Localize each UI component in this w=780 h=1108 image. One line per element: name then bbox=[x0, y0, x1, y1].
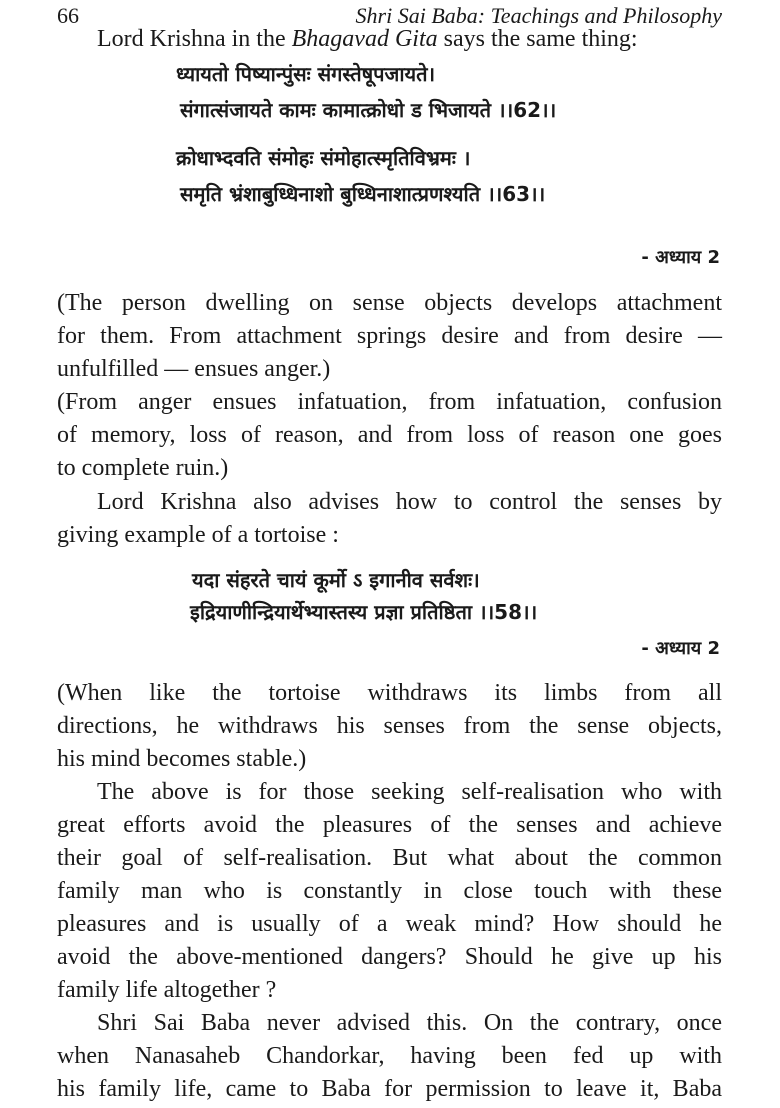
text-line: (From anger ensues infatuation, from infatuation, confusion bbox=[57, 389, 722, 415]
text-line: Shri Sai Baba never advised this. On the contrary, once bbox=[97, 1010, 722, 1036]
text-line: family man who is constantly in close touch with these bbox=[57, 878, 722, 904]
running-title: Shri Sai Baba: Teachings and Philosophy bbox=[355, 3, 722, 28]
text-line: avoid the above-mentioned dangers? Should he give up his bbox=[57, 944, 722, 970]
text-line: for them. From attachment springs desire and from desire — bbox=[57, 323, 722, 349]
text-line: of memory, loss of reason, and from loss of reason one goes bbox=[57, 422, 722, 448]
intro-text: Lord Krishna in the bbox=[97, 26, 292, 52]
text-line: unfulfilled — ensues anger.) bbox=[57, 356, 331, 382]
text-line: their goal of self-realisation. But what about the common bbox=[57, 845, 722, 871]
verse-line: इद्रियाणीन्द्रियार्थेभ्यास्तस्य प्रज्ञा प्रतिष्ठिता ।।58।। bbox=[190, 600, 538, 624]
verse-reference: - अध्याय 2 bbox=[641, 247, 720, 268]
verse-reference: - अध्याय 2 bbox=[641, 638, 720, 659]
text-line: pleasures and is usually of a weak mind? How should he bbox=[57, 911, 722, 937]
verse-line: यदा संहरते चायं कूर्मो ऽ इगानीव सर्वशः। bbox=[192, 568, 480, 592]
intro-line bbox=[97, 24, 722, 54]
verse-line: समृति भ्रंशाबुध्धिनाशो बुध्धिनाशात्प्रणश्यति ।।63।। bbox=[180, 182, 546, 206]
text-line: (When like the tortoise withdraws its limbs from all bbox=[57, 680, 722, 706]
text-line: his family life, came to Baba for permission to leave it, Baba bbox=[57, 1076, 722, 1102]
text-line: great efforts avoid the pleasures of the senses and achieve bbox=[57, 812, 722, 838]
text-line: The above is for those seeking self-realisation who with bbox=[97, 779, 722, 805]
verse-line: ध्यायतो पिष्यान्पुंसः संगस्तेषूपजायते। bbox=[176, 62, 436, 86]
text-line: (The person dwelling on sense objects develops attachment bbox=[57, 290, 722, 316]
verse-line: संगात्संजायते कामः कामात्क्रोधो ड भिजायते ।।62।। bbox=[180, 98, 557, 122]
intro-text-end: says the same thing: bbox=[437, 26, 638, 52]
verse-line: क्रोधाभ्दवति संमोहः संमोहात्स्मृतिविभ्रमः । bbox=[176, 146, 471, 170]
text-line: giving example of a tortoise : bbox=[57, 522, 339, 548]
text-line: his mind becomes stable.) bbox=[57, 746, 307, 772]
text-line: directions, he withdraws his senses from the sense objects, bbox=[57, 713, 722, 739]
text-line: when Nanasaheb Chandorkar, having been fed up with bbox=[57, 1043, 722, 1069]
text-line: Lord Krishna also advises how to control the senses by bbox=[97, 489, 722, 515]
text-line: family life altogether ? bbox=[57, 977, 277, 1003]
book-title: Bhagavad Gita bbox=[291, 26, 438, 52]
text-line: to complete ruin.) bbox=[57, 455, 229, 481]
page-number: 66 bbox=[57, 3, 79, 28]
